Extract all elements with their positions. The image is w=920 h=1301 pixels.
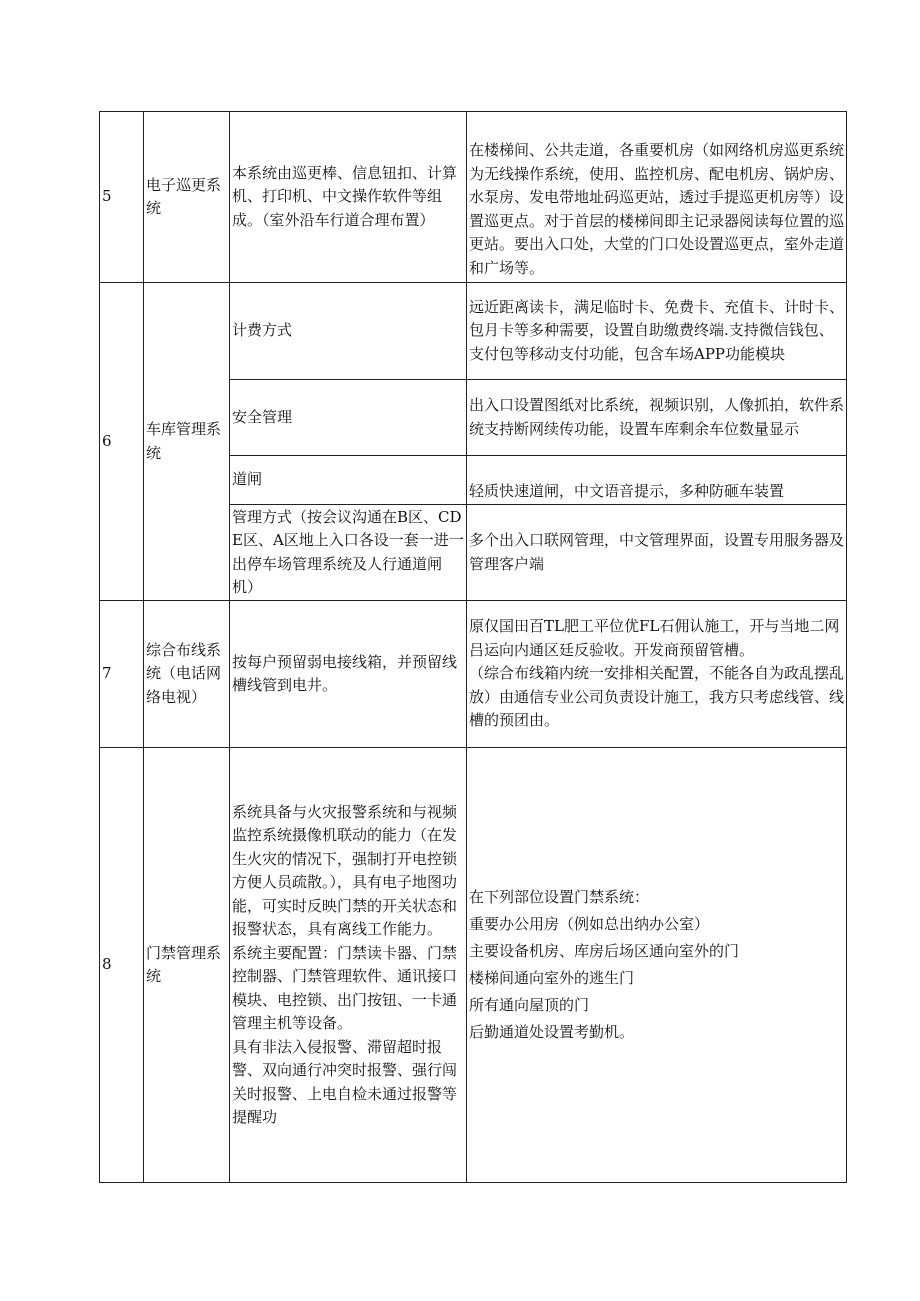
requirement-line: 主要设备机房、库房后场区通向室外的门: [469, 942, 740, 960]
spec-table: [99, 111, 847, 1183]
sub-item: 计费方式: [230, 283, 467, 380]
system-name: 电子巡更系统: [144, 112, 230, 283]
row-number: 7: [100, 601, 144, 748]
content-line: 系统主要配置：门禁读卡器、门禁控制器、门禁管理软件、通讯接口模块、电控锁、出门按钮、一卡通管理主机等设备。: [232, 943, 458, 1032]
system-content: 本系统由巡更棒、信息钮扣、计算机、打印机、中文操作软件等组成。（室外沿车行道合理布置）: [230, 112, 467, 283]
content-line: 系统具备与火灾报警系统和与视频监控系统摄像机联动的能力（在发生火灾的情况下，强制打开电控锁方便人员疏散。），具有电子地图功能，可实时反映门禁的开关状态和报警状态，具有离线工作能力。: [232, 802, 458, 938]
sub-requirement: 远近距离读卡，满足临时卡、免费卡、充值卡、计时卡、包月卡等多种需要，设置自助缴费终端.支持微信钱包、支付包等移动支付功能，包含车场APP功能模块: [467, 283, 847, 380]
table-row: [100, 601, 847, 748]
system-content: 按每户预留弱电接线箱，并预留线槽线管到电井。: [230, 601, 467, 748]
sub-item: 道闸: [230, 456, 467, 505]
row-number: 5: [100, 112, 144, 283]
sub-requirement: 多个出入口联网管理，中文管理界面，设置专用服务器及管理客户端: [467, 505, 847, 601]
requirement-line: 所有通向屋顶的门: [469, 996, 590, 1014]
table-row: [100, 748, 847, 1183]
table-row: [100, 112, 847, 283]
sub-requirement: 出入口设置图纸对比系统，视频识别，人像抓拍，软件系统支持断网续传功能，设置车库剩余车位数量显示: [467, 380, 847, 456]
sub-item: 管理方式（按会议沟通在B区、CDE区、A区地上入口各设一套一进一出停车场管理系统及人行通道闸机）: [230, 505, 467, 601]
system-requirement: [467, 601, 847, 748]
row-number: 8: [100, 748, 144, 1183]
sub-requirement: 轻质快速道闸，中文语音提示，多种防砸车装置: [467, 456, 847, 505]
system-content: [230, 748, 467, 1183]
requirement-line: 后勤通道处设置考勤机。: [469, 1023, 635, 1041]
requirement-line: 在下列部位设置门禁系统：: [469, 888, 650, 906]
system-name: 车库管理系统: [144, 283, 230, 601]
requirement-line: 原仅国田百TL肥工平位优FL石佣认施工，开与当地二网吕运向内通区廷反验收。开发商预留管槽。: [469, 617, 840, 659]
system-requirement: 在楼梯间、公共走道，各重要机房（如网络机房巡更系统为无线操作系统，使用、监控机房、配电机房、锅炉房、水泵房、发电带地址码巡更站，透过手提巡更机房等）设置巡更点。对于首层的楼梯间即主记录器阅读每位置的巡更站。要出入口处，大堂的门口处设置巡更点，室外走道和广场等。: [467, 112, 847, 283]
system-requirement: [467, 748, 847, 1183]
requirement-line: （综合布线箱内统一安排相关配置，不能各自为政乱摆乱放）由通信专业公司负责设计施工，我方只考虑线管、线槽的预团由。: [469, 664, 845, 730]
sub-item: 安全管理: [230, 380, 467, 456]
system-name: 综合布线系统（电话网络电视）: [144, 601, 230, 748]
content-line: 具有非法入侵报警、滞留超时报警、双向通行冲突时报警、强行闯关时报警、上电自检未通过报警等提醒功: [232, 1037, 458, 1126]
row-number: 6: [100, 283, 144, 601]
system-name: 门禁管理系统: [144, 748, 230, 1183]
requirement-line: 重要办公用房（例如总出纳办公室）: [469, 915, 710, 933]
requirement-line: 楼梯间通向室外的逃生门: [469, 969, 635, 987]
table-row: [100, 283, 847, 380]
